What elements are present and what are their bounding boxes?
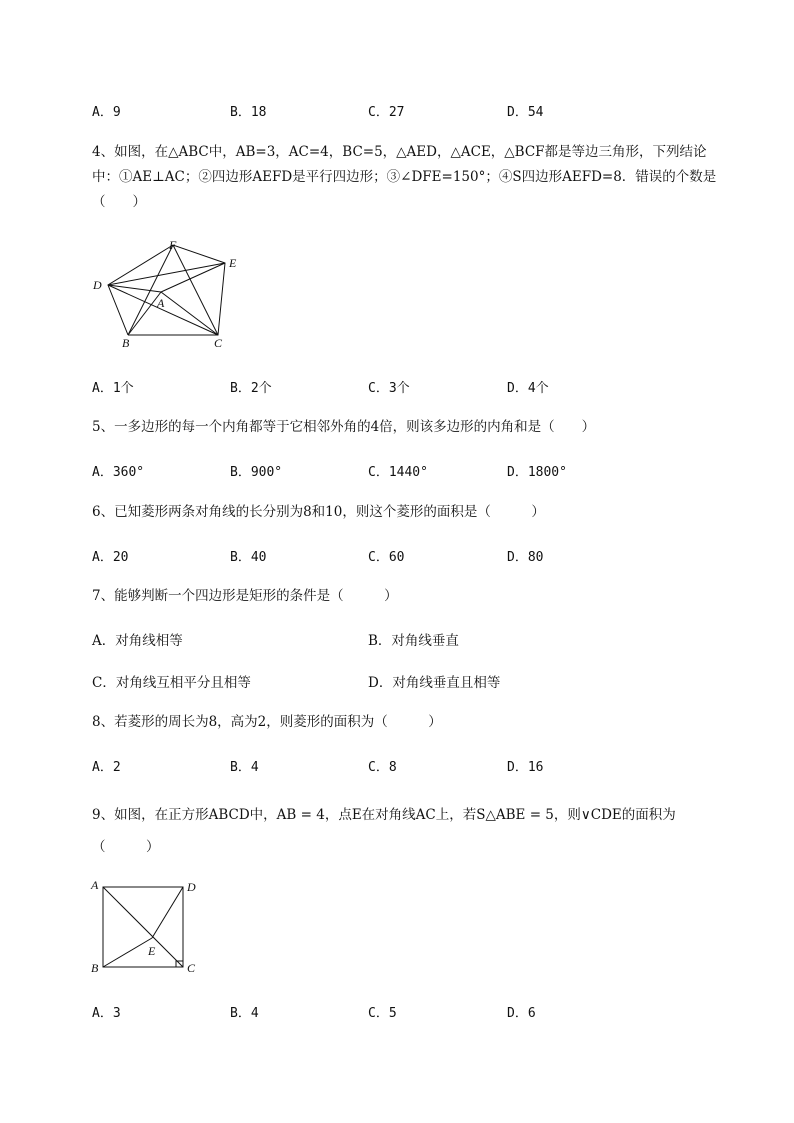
q6-option-b: B．40 bbox=[230, 550, 267, 565]
q9-figure bbox=[88, 875, 203, 975]
q8-stem: 8、若菱形的周长为8，高为2，则菱形的面积为（ ） bbox=[92, 714, 442, 730]
q7-option-b: B．对角线垂直 bbox=[368, 633, 459, 649]
q4-option-b: B．2个 bbox=[230, 381, 272, 396]
q4-label-d: D bbox=[93, 278, 102, 292]
q4-stem-line1: 4、如图，在△ABC中，AB=3，AC=4，BC=5，△AED，△ACE，△BCF都是等边三角形，下列结论 bbox=[92, 144, 707, 160]
q6-stem: 6、已知菱形两条对角线的长分别为8和10，则这个菱形的面积是（ ） bbox=[92, 504, 545, 520]
q9-label-e: E bbox=[148, 944, 156, 958]
q5-option-a: A．360° bbox=[92, 465, 145, 480]
q3-option-b: B．18 bbox=[230, 105, 267, 120]
q9-option-a: A．3 bbox=[92, 1006, 121, 1021]
q4-option-a: A．1个 bbox=[92, 381, 134, 396]
q7-stem: 7、能够判断一个四边形是矩形的条件是（ ） bbox=[92, 588, 398, 604]
q8-option-c: C．8 bbox=[368, 760, 397, 775]
q9-label-b: B bbox=[91, 961, 99, 975]
q3-option-a: A．9 bbox=[92, 105, 121, 120]
q7-option-c: C．对角线互相平分且相等 bbox=[92, 675, 251, 691]
q4-label-b: B bbox=[122, 336, 130, 350]
q9-line-de bbox=[152, 887, 183, 938]
q9-option-d: D．6 bbox=[507, 1006, 536, 1021]
q5-stem: 5、一多边形的每一个内角都等于它相邻外角的4倍，则该多边形的内角和是（ ） bbox=[92, 419, 596, 435]
q9-label-c: C bbox=[187, 961, 196, 975]
q4-figure-line bbox=[161, 263, 225, 292]
q4-label-f: F bbox=[169, 238, 177, 252]
q9-stem-line2: （ ） bbox=[92, 839, 160, 855]
q9-option-b: B．4 bbox=[230, 1006, 259, 1021]
q7-option-d: D．对角线垂直且相等 bbox=[368, 675, 501, 691]
q5-option-c: C．1440° bbox=[368, 465, 428, 480]
q3-option-d: D．54 bbox=[507, 105, 544, 120]
q4-stem-line2: 中：①AE⊥AC；②四边形AEFD是平行四边形；③∠DFE=150°；④S四边形AEFD=8．错误的个数是 bbox=[92, 169, 717, 185]
q4-option-c: C．3个 bbox=[368, 381, 410, 396]
q9-stem-line1: 9、如图，在正方形ABCD中，AB = 4，点E在对角线AC上，若S△ABE = 5，则∨CDE的面积为 bbox=[92, 807, 676, 823]
q9-option-c: C．5 bbox=[368, 1006, 397, 1021]
q8-option-a: A．2 bbox=[92, 760, 121, 775]
q4-stem-line3: （ ） bbox=[92, 194, 146, 210]
q3-option-c: C．27 bbox=[368, 105, 405, 120]
q5-option-d: D．1800° bbox=[507, 465, 567, 480]
q4-label-c: C bbox=[214, 336, 223, 350]
q8-option-d: D．16 bbox=[507, 760, 544, 775]
q9-label-a: A bbox=[91, 878, 99, 892]
q4-label-e: E bbox=[229, 256, 237, 270]
q9-label-d: D bbox=[187, 880, 196, 894]
q4-label-a: A bbox=[157, 296, 165, 310]
q4-option-d: D．4个 bbox=[507, 381, 549, 396]
q9-diagonal-ac bbox=[103, 887, 183, 967]
q6-option-c: C．60 bbox=[368, 550, 405, 565]
q6-option-a: A．20 bbox=[92, 550, 129, 565]
q7-option-a: A．对角线相等 bbox=[92, 633, 183, 649]
q6-option-d: D．80 bbox=[507, 550, 544, 565]
q9-line-be bbox=[103, 938, 152, 967]
q8-option-b: B．4 bbox=[230, 760, 259, 775]
q4-figure bbox=[88, 235, 258, 355]
q5-option-b: B．900° bbox=[230, 465, 283, 480]
